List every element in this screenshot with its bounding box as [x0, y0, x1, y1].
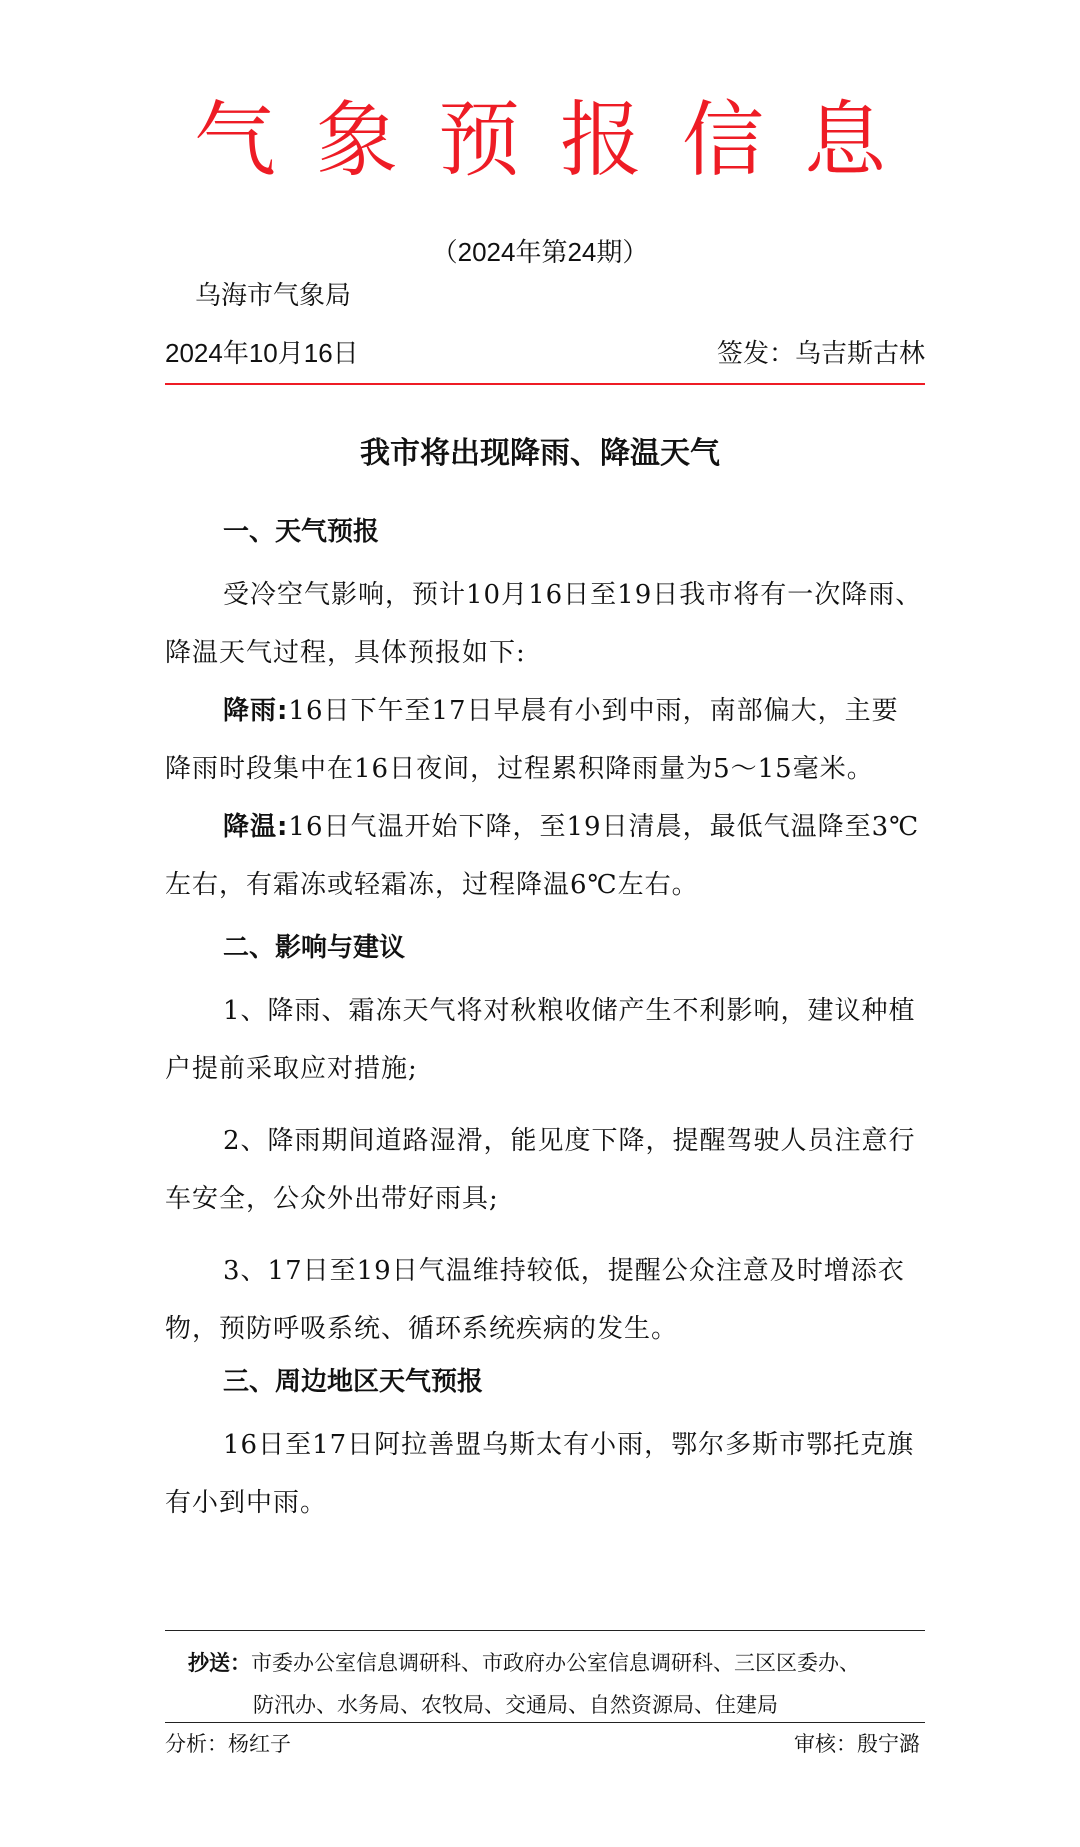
- signer: 签发：乌吉斯古林: [716, 338, 925, 368]
- cc-bottom-rule: [165, 1722, 925, 1723]
- rain-label: 降雨:: [223, 696, 289, 726]
- masthead-title: 气象预报信息: [193, 93, 926, 188]
- section-heading-impact: 二、影响与建议: [223, 933, 406, 963]
- cc-recipients-2: 防汛办、水务局、农牧局、交通局、自然资源局、住建局: [253, 1693, 778, 1717]
- temp-label: 降温:: [223, 812, 289, 842]
- reviewer: 审核：殷宁潞: [794, 1732, 920, 1756]
- rain-paragraph: [165, 682, 925, 798]
- cc-recipients-1: 市委办公室信息调研科、市政府办公室信息调研科、三区区委办、: [251, 1651, 860, 1675]
- issue-date: 2024年10月16日: [165, 338, 359, 368]
- red-divider: [165, 383, 925, 385]
- issue-number: （2024年第24期）: [431, 237, 649, 267]
- temp-paragraph: [165, 798, 925, 914]
- cc-top-rule: [165, 1630, 925, 1631]
- impact-item-2: 2、降雨期间道路湿滑，能见度下降，提醒驾驶人员注意行车安全，公众外出带好雨具;: [165, 1126, 916, 1214]
- cc-block: [188, 1642, 918, 1726]
- surrounding-text: 16日至17日阿拉善盟乌斯太有小雨，鄂尔多斯市鄂托克旗有小到中雨。: [165, 1430, 915, 1518]
- analyst: 分析：杨红子: [165, 1732, 291, 1756]
- headline: 我市将出现降雨、降温天气: [360, 436, 720, 471]
- cc-label: 抄送：: [188, 1650, 251, 1675]
- rain-text: 16日下午至17日早晨有小到中雨，南部偏大，主要降雨时段集中在16日夜间，过程累积降雨量为5～15毫米。: [165, 696, 899, 784]
- impact-item-3: 3、17日至19日气温维持较低，提醒公众注意及时增添衣物，预防呼吸系统、循环系统疾病的发生。: [165, 1256, 905, 1344]
- temp-text: 16日气温开始下降，至19日清晨，最低气温降至3℃左右，有霜冻或轻霜冻，过程降温6℃左右。: [165, 812, 920, 900]
- forecast-intro: 受冷空气影响，预计10月16日至19日我市将有一次降雨、降温天气过程，具体预报如下:: [165, 580, 923, 668]
- section-heading-forecast: 一、天气预报: [223, 517, 380, 547]
- section-heading-surrounding: 三、周边地区天气预报: [223, 1367, 484, 1397]
- document-body: [165, 508, 925, 1532]
- cc-line-1: [188, 1642, 918, 1684]
- impact-item-1: 1、降雨、霜冻天气将对秋粮收储产生不利影响，建议种植户提前采取应对措施;: [165, 996, 916, 1084]
- issuing-bureau: 乌海市气象局: [195, 280, 352, 310]
